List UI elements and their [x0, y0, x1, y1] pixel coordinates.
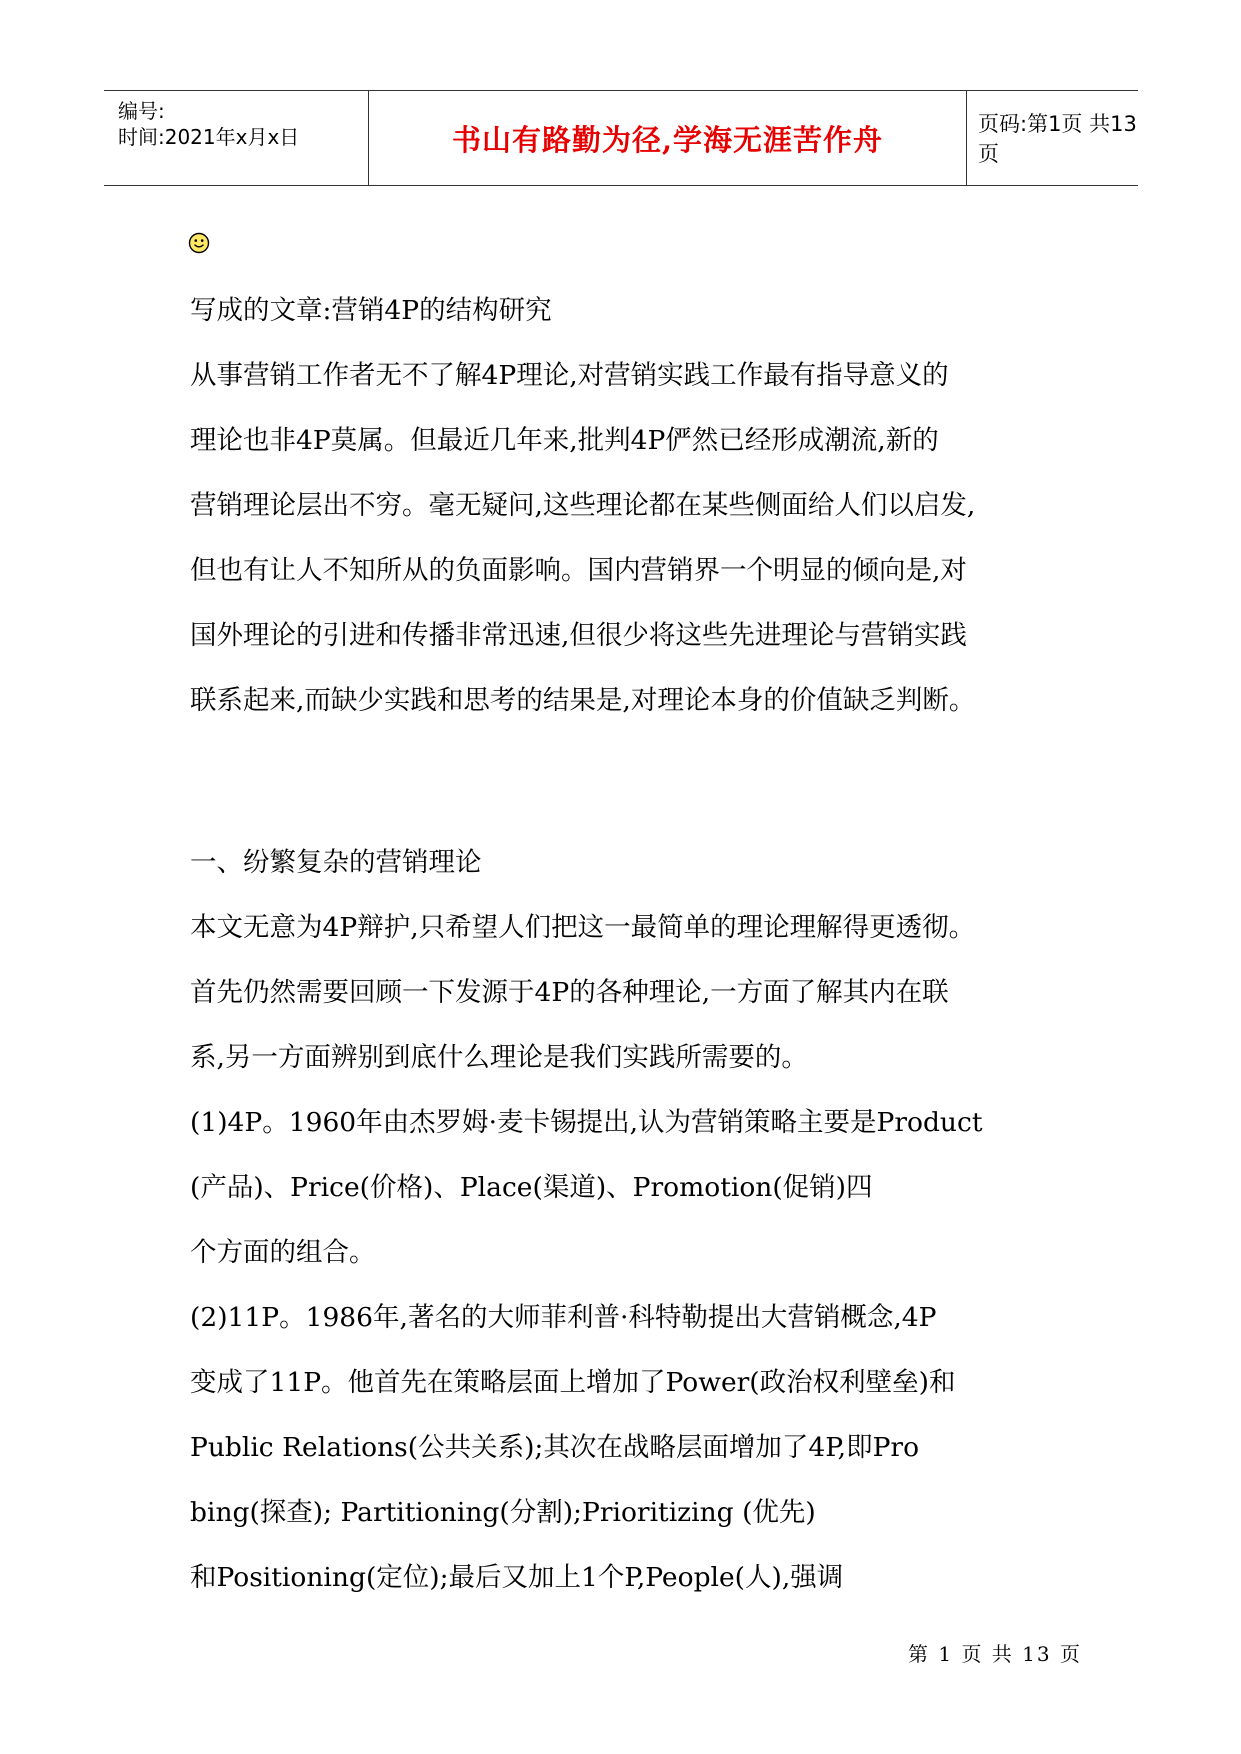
paragraph-line: 首先仍然需要回顾一下发源于4P的各种理论,一方面了解其内在联	[190, 977, 949, 1008]
paragraph-line: 个方面的组合。	[190, 1237, 376, 1268]
number-label: 编号:	[118, 99, 165, 123]
paragraph-line: 营销理论层出不穷。毫无疑问,这些理论都在某些侧面给人们以启发,	[190, 490, 976, 521]
page-footer: 第 1 页 共 13 页	[908, 1642, 1082, 1666]
paragraph-line: 国外理论的引进和传播非常迅速,但很少将这些先进理论与营销实践	[190, 620, 967, 651]
header-page-info: 页码:第1页 共13页	[978, 112, 1137, 166]
paragraph-line: 系,另一方面辨别到底什么理论是我们实践所需要的。	[190, 1042, 808, 1073]
section-heading: 一、纷繁复杂的营销理论	[190, 847, 482, 878]
page-header	[104, 90, 1138, 186]
document-body	[190, 285, 1090, 1617]
paragraph-line: 联系起来,而缺少实践和思考的结果是,对理论本身的价值缺乏判断。	[190, 685, 976, 716]
paragraph-line: Public Relations(公共关系);其次在战略层面增加了4P,即Pro	[190, 1432, 920, 1463]
paragraph-line: 和Positioning(定位);最后又加上1个P,People(人),强调	[190, 1562, 844, 1593]
smiley-face-icon	[188, 232, 210, 254]
header-motto: 书山有路勤为径,学海无涯苦作舟	[369, 91, 967, 185]
paragraph-line: 但也有让人不知所从的负面影响。国内营销界一个明显的倾向是,对	[190, 555, 967, 586]
paragraph-line: 变成了11P。他首先在策略层面上增加了Power(政治权利壁垒)和	[190, 1367, 956, 1398]
time-label: 时间:2021年x月x日	[118, 125, 300, 149]
paragraph-line: 从事营销工作者无不了解4P理论,对营销实践工作最有指导意义的	[190, 360, 949, 391]
paragraph-line: (1)4P。1960年由杰罗姆·麦卡锡提出,认为营销策略主要是Product	[190, 1107, 983, 1138]
paragraph-line: (2)11P。1986年,著名的大师菲利普·科特勒提出大营销概念,4P	[190, 1302, 937, 1333]
header-meta-cell	[104, 91, 369, 185]
paragraph-line: bing(探查); Partitioning(分割);Prioritizing (优先)	[190, 1497, 816, 1528]
article-title: 写成的文章:营销4P的结构研究	[190, 295, 552, 326]
paragraph-line: (产品)、Price(价格)、Place(渠道)、Promotion(促销)四	[190, 1172, 873, 1203]
paragraph-line: 理论也非4P莫属。但最近几年来,批判4P俨然已经形成潮流,新的	[190, 425, 939, 456]
paragraph-line: 本文无意为4P辩护,只希望人们把这一最简单的理论理解得更透彻。	[190, 912, 976, 943]
